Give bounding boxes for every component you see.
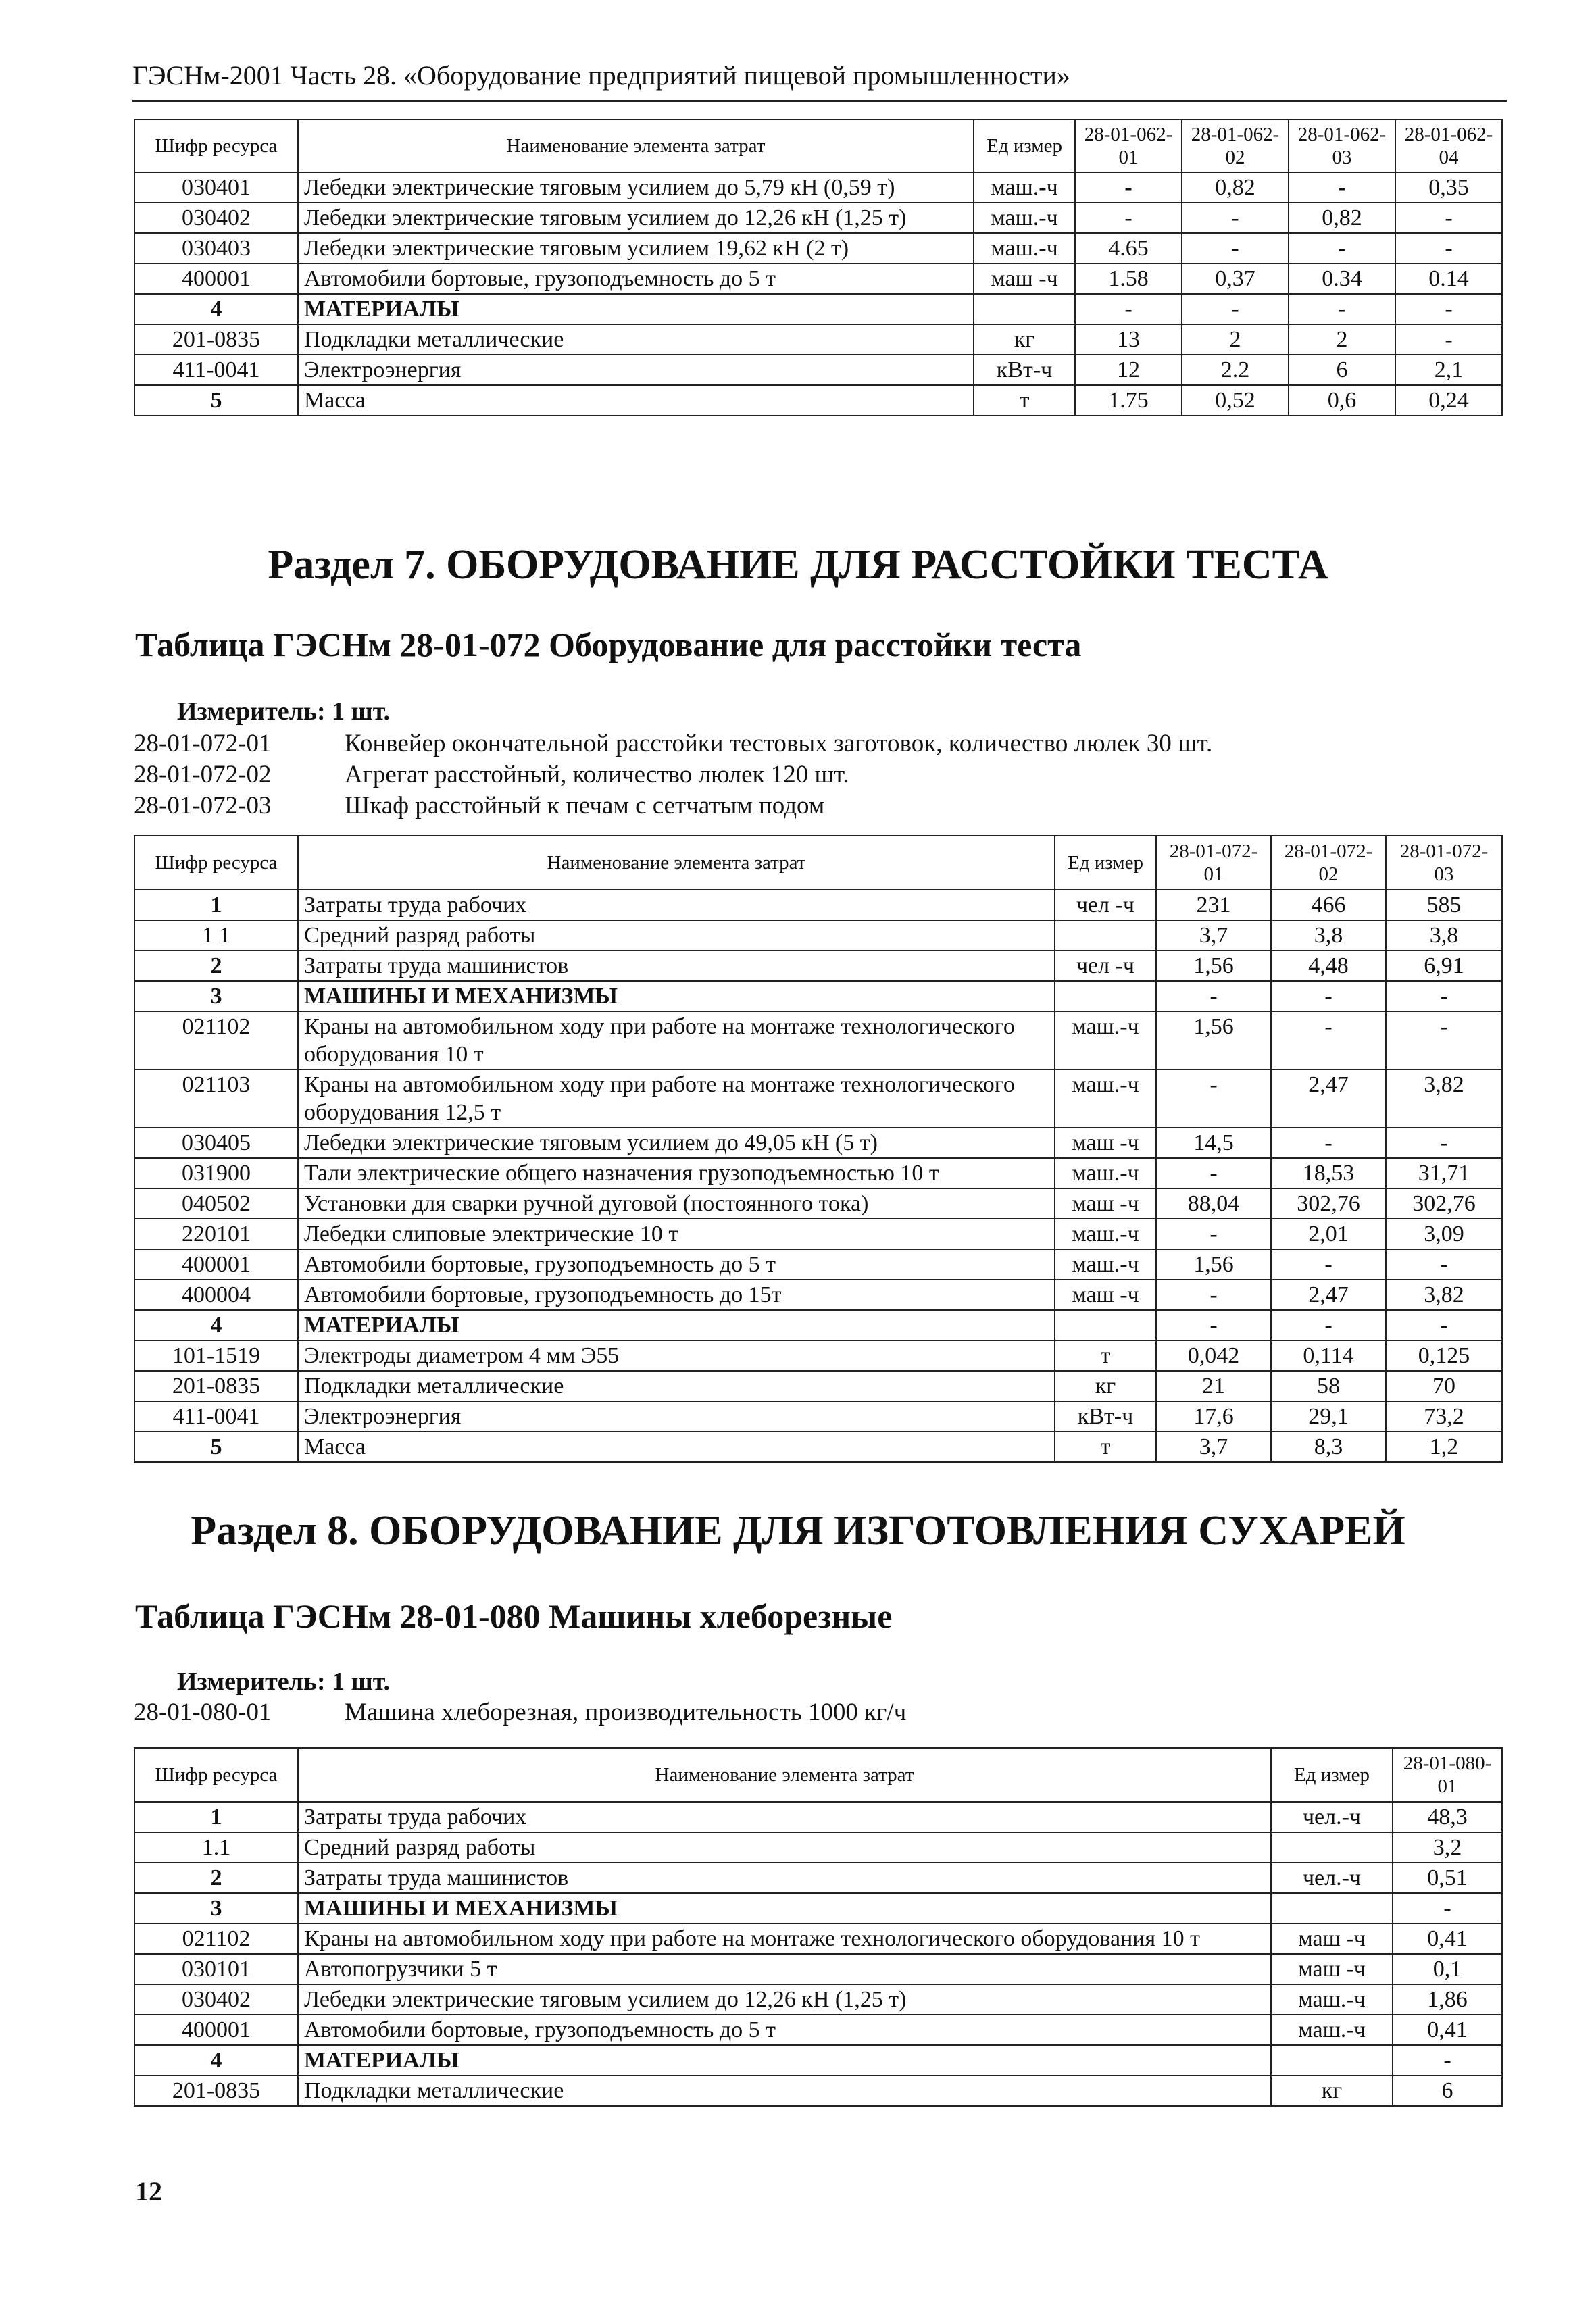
table-row [134, 172, 1502, 203]
resource-code: 030403 [134, 233, 298, 263]
unit-of-measure: маш -ч [1055, 1128, 1156, 1158]
norm-value: 3,2 [1393, 1832, 1502, 1863]
norm-code-line [134, 1697, 1519, 1728]
norm-value: 2 [1289, 324, 1395, 355]
table-row [134, 1923, 1502, 1954]
norm-value: - [1182, 203, 1289, 233]
norm-value: - [1271, 1249, 1386, 1280]
resource-code: 1 1 [134, 920, 298, 951]
norm-value: 12 [1075, 355, 1182, 385]
cost-element-name: Тали электрические общего назначения грузоподъемностью 10 т [298, 1158, 1055, 1188]
resource-code: 4 [134, 294, 298, 324]
cost-element-name: Установки для сварки ручной дуговой (постоянного тока) [298, 1188, 1055, 1219]
unit-of-measure [1271, 1893, 1393, 1923]
norm-value: 88,04 [1156, 1188, 1271, 1219]
col-header-code: Шифр ресурса [134, 836, 298, 890]
table-row [134, 1340, 1502, 1371]
cost-element-name: Подкладки металлические [298, 324, 974, 355]
resource-table-080 [134, 1747, 1503, 2107]
unit-of-measure [1055, 981, 1156, 1011]
resource-code: 1 [134, 890, 298, 920]
resource-code: 201-0835 [134, 2076, 298, 2106]
resource-code: 4 [134, 1310, 298, 1340]
resource-code: 021102 [134, 1011, 298, 1070]
unit-of-measure: маш -ч [1055, 1280, 1156, 1310]
table-row [134, 1070, 1502, 1128]
resource-code: 411-0041 [134, 355, 298, 385]
page-number: 12 [135, 2176, 162, 2207]
cost-element-name: Масса [298, 1432, 1055, 1462]
norm-value: - [1271, 1128, 1386, 1158]
col-header-norm: 28-01-072-01 [1156, 836, 1271, 890]
col-header-unit: Ед измер [1055, 836, 1156, 890]
cost-element-name: Электроэнергия [298, 355, 974, 385]
norm-value: 0.14 [1395, 263, 1502, 294]
norm-value: - [1289, 294, 1395, 324]
cost-element-name: Средний разряд работы [298, 1832, 1271, 1863]
resource-code: 400001 [134, 263, 298, 294]
norm-code-line [134, 790, 1519, 822]
norm-value: 0,82 [1289, 203, 1395, 233]
norm-description: Машина хлеборезная, производительность 1000 кг/ч [345, 1699, 907, 1726]
table-row [134, 1832, 1502, 1863]
resource-code: 411-0041 [134, 1401, 298, 1432]
norm-value: 73,2 [1386, 1401, 1502, 1432]
norm-value: - [1182, 294, 1289, 324]
cost-element-name: Затраты труда рабочих [298, 1802, 1271, 1832]
col-header-norm: 28-01-072-02 [1271, 836, 1386, 890]
norm-value: - [1075, 294, 1182, 324]
cost-element-name: Лебедки слиповые электрические 10 т [298, 1219, 1055, 1249]
unit-of-measure: т [1055, 1340, 1156, 1371]
table-row [134, 1984, 1502, 2015]
col-header-name: Наименование элемента затрат [298, 1748, 1271, 1802]
unit-of-measure: маш.-ч [1055, 1249, 1156, 1280]
resource-code: 201-0835 [134, 1371, 298, 1401]
norm-value: - [1156, 1219, 1271, 1249]
table-row [134, 1249, 1502, 1280]
norm-value: 302,76 [1271, 1188, 1386, 1219]
resource-code: 2 [134, 951, 298, 981]
norm-value: 3,8 [1386, 920, 1502, 951]
norm-value: 70 [1386, 1371, 1502, 1401]
norm-value: 3,09 [1386, 1219, 1502, 1249]
cost-element-name: Подкладки металлические [298, 2076, 1271, 2106]
table-row [134, 263, 1502, 294]
norm-value: 31,71 [1386, 1158, 1502, 1188]
norm-value: 0,52 [1182, 385, 1289, 416]
norm-value: - [1395, 294, 1502, 324]
norm-value: 3,82 [1386, 1280, 1502, 1310]
resource-code: 101-1519 [134, 1340, 298, 1371]
resource-code: 5 [134, 1432, 298, 1462]
norm-value: 2,01 [1271, 1219, 1386, 1249]
norm-value: - [1156, 981, 1271, 1011]
table-row [134, 1128, 1502, 1158]
norm-value: 1,56 [1156, 951, 1271, 981]
cost-element-name: МАШИНЫ И МЕХАНИЗМЫ [298, 1893, 1271, 1923]
unit-of-measure: маш -ч [1271, 1923, 1393, 1954]
norm-description: Агрегат расстойный, количество люлек 120 шт. [345, 761, 849, 788]
table-row [134, 233, 1502, 263]
norm-value: 29,1 [1271, 1401, 1386, 1432]
meter-072 [177, 696, 390, 727]
table-row [134, 1371, 1502, 1401]
cost-element-name: МАТЕРИАЛЫ [298, 1310, 1055, 1340]
table-row [134, 890, 1502, 920]
norm-description: Конвейер окончательной расстойки тестовых заготовок, количество люлек 30 шт. [345, 730, 1213, 757]
cost-element-name: МАТЕРИАЛЫ [298, 2045, 1271, 2076]
resource-table-072 [134, 835, 1503, 1463]
unit-of-measure: маш.-ч [1055, 1219, 1156, 1249]
section-row [134, 1310, 1502, 1340]
resource-code: 2 [134, 1863, 298, 1893]
resource-code: 4 [134, 2045, 298, 2076]
col-header-norm: 28-01-080-01 [1393, 1748, 1502, 1802]
cost-element-name: Лебедки электрические тяговым усилием до 5,79 кН (0,59 т) [298, 172, 974, 203]
cost-element-name: Затраты труда машинистов [298, 1863, 1271, 1893]
norm-value: 585 [1386, 890, 1502, 920]
norm-value: 0,6 [1289, 385, 1395, 416]
resource-code: 1.1 [134, 1832, 298, 1863]
norm-value: 13 [1075, 324, 1182, 355]
resource-code: 030401 [134, 172, 298, 203]
norm-value: 18,53 [1271, 1158, 1386, 1188]
norm-value: 48,3 [1393, 1802, 1502, 1832]
unit-of-measure: маш -ч [1055, 1188, 1156, 1219]
unit-of-measure: маш -ч [974, 263, 1075, 294]
section-8-title: Раздел 8. ОБОРУДОВАНИЕ ДЛЯ ИЗГОТОВЛЕНИЯ СУХАРЕЙ [191, 1508, 1405, 1554]
table-row [134, 1802, 1502, 1832]
col-header-norm: 28-01-062-04 [1395, 120, 1502, 172]
norm-code: 28-01-072-03 [134, 792, 272, 820]
norm-value: 3,7 [1156, 920, 1271, 951]
norm-value: 17,6 [1156, 1401, 1271, 1432]
norm-value: 3,8 [1271, 920, 1386, 951]
unit-of-measure: т [974, 385, 1075, 416]
unit-of-measure: кг [1055, 1371, 1156, 1401]
norm-value: - [1182, 233, 1289, 263]
norm-value: - [1271, 1310, 1386, 1340]
table-row [134, 2076, 1502, 2106]
table-row [134, 1011, 1502, 1070]
cost-element-name: Электроды диаметром 4 мм Э55 [298, 1340, 1055, 1371]
norm-value: 2.2 [1182, 355, 1289, 385]
norm-value: 0,51 [1393, 1863, 1502, 1893]
cost-element-name: Краны на автомобильном ходу при работе на монтаже технологического оборудования 10 т [298, 1011, 1055, 1070]
unit-of-measure: маш.-ч [1055, 1011, 1156, 1070]
norm-value: 2 [1182, 324, 1289, 355]
cost-element-name: Затраты труда машинистов [298, 951, 1055, 981]
cost-element-name: Подкладки металлические [298, 1371, 1055, 1401]
norm-value: 6 [1393, 2076, 1502, 2106]
resource-code: 031900 [134, 1158, 298, 1188]
norm-value: 3,82 [1386, 1070, 1502, 1128]
norm-value: 231 [1156, 890, 1271, 920]
norm-value: 1,86 [1393, 1984, 1502, 2015]
meter-label: Измеритель: [177, 697, 326, 726]
resource-code: 400004 [134, 1280, 298, 1310]
section-row [134, 981, 1502, 1011]
norm-value: 2,1 [1395, 355, 1502, 385]
unit-of-measure: т [1055, 1432, 1156, 1462]
table-row [134, 1219, 1502, 1249]
section-row [134, 2045, 1502, 2076]
norm-value: 0,35 [1395, 172, 1502, 203]
cost-element-name: Автомобили бортовые, грузоподъемность до 5 т [298, 1249, 1055, 1280]
col-header-norm: 28-01-072-03 [1386, 836, 1502, 890]
resource-code: 3 [134, 1893, 298, 1923]
unit-of-measure: маш.-ч [1271, 1984, 1393, 2015]
unit-of-measure [1271, 1832, 1393, 1863]
norm-description: Шкаф расстойный к печам с сетчатым подом [345, 792, 825, 820]
norm-value: 2,47 [1271, 1280, 1386, 1310]
norm-value: 1.75 [1075, 385, 1182, 416]
unit-of-measure [1271, 2045, 1393, 2076]
unit-of-measure: маш.-ч [1055, 1070, 1156, 1128]
resource-code: 021103 [134, 1070, 298, 1128]
resource-code: 3 [134, 981, 298, 1011]
cost-element-name: Автомобили бортовые, грузоподъемность до 5 т [298, 2015, 1271, 2045]
cost-element-name: Электроэнергия [298, 1401, 1055, 1432]
table-row [134, 1188, 1502, 1219]
table-row [134, 1954, 1502, 1984]
norm-code: 28-01-080-01 [134, 1699, 272, 1726]
table-row [134, 1863, 1502, 1893]
meter-value: 1 шт. [332, 1667, 391, 1696]
cost-element-name: Лебедки электрические тяговым усилием до 12,26 кН (1,25 т) [298, 1984, 1271, 2015]
norm-value: - [1386, 1011, 1502, 1070]
col-header-norm: 28-01-062-02 [1182, 120, 1289, 172]
unit-of-measure: маш.-ч [974, 172, 1075, 203]
unit-of-measure: кВт-ч [974, 355, 1075, 385]
resource-code: 021102 [134, 1923, 298, 1954]
norm-value: 302,76 [1386, 1188, 1502, 1219]
norm-value: - [1395, 203, 1502, 233]
table-row [134, 203, 1502, 233]
norm-code-line [134, 759, 1519, 790]
norm-value: - [1395, 324, 1502, 355]
norm-value: 1.58 [1075, 263, 1182, 294]
norm-value: - [1289, 233, 1395, 263]
section-row [134, 1893, 1502, 1923]
table-row [134, 355, 1502, 385]
cost-element-name: Автомобили бортовые, грузоподъемность до 15т [298, 1280, 1055, 1310]
norm-value: 8,3 [1271, 1432, 1386, 1462]
table-title-080: Таблица ГЭСНм 28-01-080 Машины хлеборезные [135, 1597, 893, 1635]
col-header-name: Наименование элемента затрат [298, 836, 1055, 890]
cost-element-name: МАШИНЫ И МЕХАНИЗМЫ [298, 981, 1055, 1011]
norm-value: 1,56 [1156, 1249, 1271, 1280]
norm-value: - [1271, 1011, 1386, 1070]
resource-code: 201-0835 [134, 324, 298, 355]
norm-value: - [1156, 1158, 1271, 1188]
cost-element-name: МАТЕРИАЛЫ [298, 294, 974, 324]
resource-code: 030402 [134, 1984, 298, 2015]
col-header-norm: 28-01-062-03 [1289, 120, 1395, 172]
running-header: ГЭСНм-2001 Часть 28. «Оборудование предприятий пищевой промышленности» [132, 60, 1070, 91]
norm-value: - [1386, 1249, 1502, 1280]
resource-table-062 [134, 119, 1503, 416]
resource-code: 400001 [134, 1249, 298, 1280]
norm-value: 466 [1271, 890, 1386, 920]
table-row [134, 1432, 1502, 1462]
resource-code: 400001 [134, 2015, 298, 2045]
col-header-unit: Ед измер [1271, 1748, 1393, 1802]
resource-code: 5 [134, 385, 298, 416]
norm-value: - [1289, 172, 1395, 203]
norm-value: - [1156, 1310, 1271, 1340]
cost-element-name: Краны на автомобильном ходу при работе на монтаже технологического оборудования 12,5 т [298, 1070, 1055, 1128]
table-row [134, 951, 1502, 981]
cost-element-name: Лебедки электрические тяговым усилием 19,62 кН (2 т) [298, 233, 974, 263]
norm-value: 4.65 [1075, 233, 1182, 263]
unit-of-measure: чел -ч [1055, 890, 1156, 920]
norm-value: - [1393, 2045, 1502, 2076]
norm-value: 0,41 [1393, 2015, 1502, 2045]
norm-code: 28-01-072-02 [134, 761, 272, 788]
unit-of-measure [974, 294, 1075, 324]
norm-value: - [1075, 172, 1182, 203]
norm-value: - [1386, 1128, 1502, 1158]
table-row [134, 1280, 1502, 1310]
norm-value: 21 [1156, 1371, 1271, 1401]
unit-of-measure: кг [974, 324, 1075, 355]
cost-element-name: Затраты труда рабочих [298, 890, 1055, 920]
col-header-name: Наименование элемента затрат [298, 120, 974, 172]
unit-of-measure: кг [1271, 2076, 1393, 2106]
resource-code: 1 [134, 1802, 298, 1832]
resource-code: 220101 [134, 1219, 298, 1249]
norm-value: 2,47 [1271, 1070, 1386, 1128]
unit-of-measure: маш.-ч [1055, 1158, 1156, 1188]
norm-value: - [1156, 1070, 1271, 1128]
norm-value: 6,91 [1386, 951, 1502, 981]
norm-value: 0,37 [1182, 263, 1289, 294]
meter-label: Измеритель: [177, 1667, 326, 1696]
norm-value: - [1386, 981, 1502, 1011]
norm-value: 58 [1271, 1371, 1386, 1401]
unit-of-measure: чел.-ч [1271, 1802, 1393, 1832]
norm-value: 0,114 [1271, 1340, 1386, 1371]
unit-of-measure: чел -ч [1055, 951, 1156, 981]
unit-of-measure: маш.-ч [974, 233, 1075, 263]
norm-value: 1,2 [1386, 1432, 1502, 1462]
unit-of-measure [1055, 920, 1156, 951]
unit-of-measure: кВт-ч [1055, 1401, 1156, 1432]
cost-element-name: Краны на автомобильном ходу при работе на монтаже технологического оборудования 10 т [298, 1923, 1271, 1954]
table-row [134, 324, 1502, 355]
unit-of-measure: маш.-ч [974, 203, 1075, 233]
cost-element-name: Лебедки электрические тяговым усилием до 12,26 кН (1,25 т) [298, 203, 974, 233]
cost-element-name: Масса [298, 385, 974, 416]
norm-value: 1,56 [1156, 1011, 1271, 1070]
norm-value: - [1393, 1893, 1502, 1923]
col-header-code: Шифр ресурса [134, 1748, 298, 1802]
section-7-title: Раздел 7. ОБОРУДОВАНИЕ ДЛЯ РАССТОЙКИ ТЕСТА [268, 542, 1328, 588]
norm-value: - [1075, 203, 1182, 233]
unit-of-measure [1055, 1310, 1156, 1340]
unit-of-measure: чел.-ч [1271, 1863, 1393, 1893]
col-header-unit: Ед измер [974, 120, 1075, 172]
cost-element-name: Средний разряд работы [298, 920, 1055, 951]
resource-code: 030101 [134, 1954, 298, 1984]
table-row [134, 1401, 1502, 1432]
meter-080 [177, 1666, 390, 1697]
norm-value: 6 [1289, 355, 1395, 385]
meter-value: 1 шт. [332, 697, 391, 726]
table-title-072: Таблица ГЭСНм 28-01-072 Оборудование для расстойки теста [135, 626, 1082, 663]
norm-value: 0,042 [1156, 1340, 1271, 1371]
cost-element-name: Автопогрузчики 5 т [298, 1954, 1271, 1984]
norm-value: 0,82 [1182, 172, 1289, 203]
norm-value: 0,1 [1393, 1954, 1502, 1984]
table-row [134, 2015, 1502, 2045]
norm-value: - [1156, 1280, 1271, 1310]
header-rule [132, 100, 1507, 102]
table-row [134, 385, 1502, 416]
cost-element-name: Лебедки электрические тяговым усилием до 49,05 кН (5 т) [298, 1128, 1055, 1158]
resource-code: 030405 [134, 1128, 298, 1158]
norm-value: 3,7 [1156, 1432, 1271, 1462]
col-header-code: Шифр ресурса [134, 120, 298, 172]
table-row [134, 1158, 1502, 1188]
cost-element-name: Автомобили бортовые, грузоподъемность до 5 т [298, 263, 974, 294]
unit-of-measure: маш.-ч [1271, 2015, 1393, 2045]
section-row [134, 294, 1502, 324]
resource-code: 040502 [134, 1188, 298, 1219]
col-header-norm: 28-01-062-01 [1075, 120, 1182, 172]
table-row [134, 920, 1502, 951]
norm-code-line [134, 728, 1519, 759]
norm-value: 0,125 [1386, 1340, 1502, 1371]
norm-code: 28-01-072-01 [134, 730, 272, 757]
norm-value: 0,41 [1393, 1923, 1502, 1954]
norm-value: 0,24 [1395, 385, 1502, 416]
resource-code: 030402 [134, 203, 298, 233]
norm-value: - [1395, 233, 1502, 263]
norm-value: - [1386, 1310, 1502, 1340]
norm-value: - [1271, 981, 1386, 1011]
norm-value: 14,5 [1156, 1128, 1271, 1158]
norm-value: 0.34 [1289, 263, 1395, 294]
norm-value: 4,48 [1271, 951, 1386, 981]
unit-of-measure: маш -ч [1271, 1954, 1393, 1984]
